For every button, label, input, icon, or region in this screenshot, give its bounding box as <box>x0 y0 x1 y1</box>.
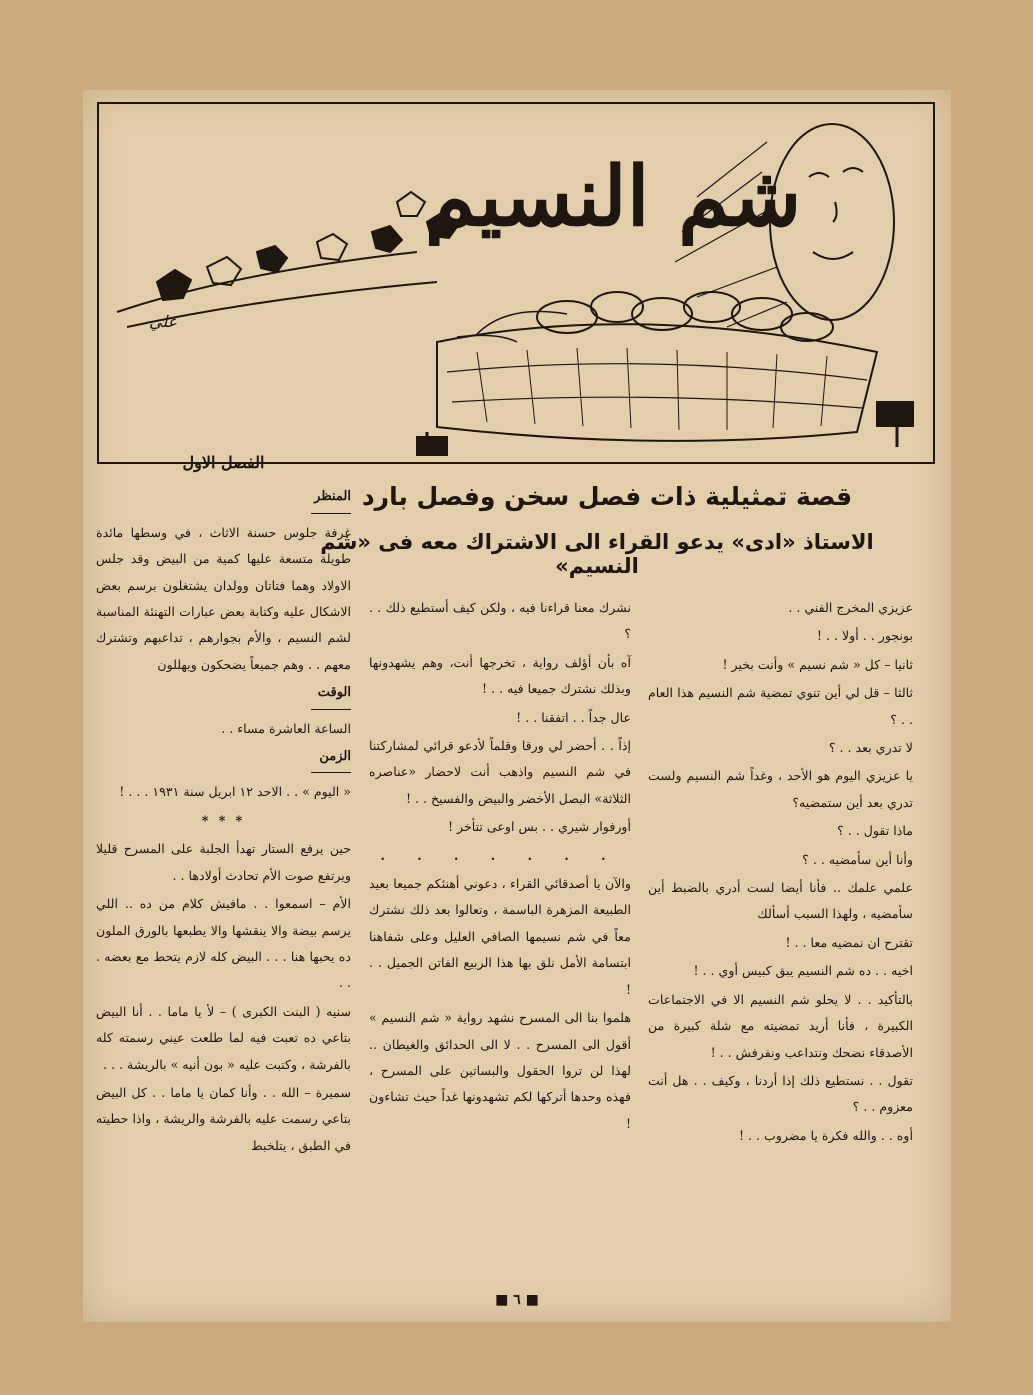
paragraph: عال جداً . . اتفقنا . . ! <box>516 709 631 725</box>
act-title: الفصل الاول <box>182 453 265 472</box>
paragraph: ماذا تقول . . ؟ <box>837 823 913 839</box>
dialogue-sania: سنيه ( البنت الكبرى ) – لأ يا ماما . . أنا البيض بتاعي ده تعبت فيه لما طلعت عيني رسمته كله بالفرشة ، وكتبت عليه « بون أنيه » بالريشة . . . <box>96 1003 351 1072</box>
paragraph: آه بأن أؤلف رواية ، تخرجها أنت، وهم يشهدونها وبذلك نشترك جميعا فيه . . ! <box>369 654 631 697</box>
paragraph: ثانيا – كل « شم نسيم » وأنت بخير ! <box>722 656 913 672</box>
paragraph: نشرك معنا قراءنا فيه ، ولكن كيف أستطيع ذلك . . ؟ <box>369 600 631 642</box>
paragraph: ثالثا – قل لي أين تنوي تمضية شم النسيم هذا العام . . ؟ <box>648 685 913 727</box>
stars-separator: * * * <box>201 812 246 828</box>
scene-text: غرفة جلوس حسنة الاثاث ، في وسطها مائدة طويلة متسعة عليها كمية من البيض وقد جلس الاولاد وهما فتاتان وولدان يشتغلون برسم بعض الاشكال عليه وكتابة بعض عبارات التهنئة المناسبة لشم النسيم ، والأم بجوارهم ، تداعبهم وتشترك معهم . . وهم جميعاً يضحكون ويهللون <box>96 524 351 672</box>
artist-signature: علي <box>149 312 178 331</box>
paragraph: بالتأكيد . . لا يحلو شم النسيم الا في الاجتماعات الكبيرة ، فأنا أريد تمضيته مع شلة كبيرة من الأصدقاء نضحك ونتداعب ونفرفش . . ! <box>648 991 913 1060</box>
paragraph: أورفوار شيري . . بس اوعى تتأخر ! <box>447 819 631 835</box>
time-label: الوقت <box>317 685 351 701</box>
food-basket-icon <box>417 292 913 455</box>
stage-text: حين يرفع الستار تهدأ الجلبة على المسرح قليلا ويرتفع صوت الأم تحادث أولادها . . <box>96 841 351 883</box>
column-right <box>648 595 913 1151</box>
subhead: الاستاذ «ادى» يدعو القراء الى الاشتراك معه فى «شم النسيم» <box>320 530 874 578</box>
green-onion-icon <box>117 192 459 327</box>
divider <box>311 772 351 773</box>
column-left <box>96 450 351 1161</box>
paragraph: تقول . . نستطيع ذلك إذا أردنا ، وكيف . . هل أنت معزوم . . ؟ <box>648 1072 913 1115</box>
headline: قصة تمثيلية ذات فصل سخن وفصل بارد <box>361 482 853 511</box>
title-calligraphy <box>424 120 802 290</box>
page-number <box>83 1292 951 1308</box>
paragraph: هلموا بنا الى المسرح نشهد رواية « شم النسيم » أقول الى المسرح . . لا الى الحدائق والغيطان .. لهذا لن تروا الحقول والبساتين على المسرح ، فهذه وحدها أتركها لكم تشهدونها غداً حيث تشاءون ! <box>369 1010 631 1131</box>
time-text: الساعة العاشرة مساء . . <box>221 720 351 736</box>
magazine-page <box>83 90 951 1322</box>
era-text: « اليوم » . . الاحد ١٢ ابريل سنة ١٩٣١ . . . ! <box>119 784 351 800</box>
page-number-mark-icon: ■ <box>495 1292 509 1308</box>
paragraph: والآن يا أصدقائي القراء ، دعوني أهنئكم جميعا بعيد الطبيعة المزهرة الباسمة ، وتعالوا بعد ذلك نشترك معاً في شم نسيمها الصافي العليل وعلى شفاهنا ابتسامة الأمل نلق بها هذا الربيع الفاتن الجميل . . ! <box>369 876 631 997</box>
paragraph: إذاً . . أحضر لي ورقا وقلماً لأدعو قرائي لمشاركتنا في شم النسيم واذهب أنت لاحضار «عناصره الثلاثة» البصل الأخضر والبيض والفسيخ . . ! <box>369 738 631 806</box>
dialogue-samira: سميرة – الله . . وأنا كمان يا ماما . . كل البيض بتاعي رسمت عليه بالفرشة والريشة ، واذا حطيته في الطبق ، يتلخبط <box>96 1084 351 1153</box>
page-number-mark-icon: ■ <box>525 1292 539 1308</box>
title-art-text: شم النسيم <box>424 149 802 245</box>
paragraph: لا تدري بعد . . ؟ <box>828 740 913 756</box>
paragraph: بونجور . . أولا . . ! <box>816 628 913 644</box>
era-label: الزمن <box>319 749 351 765</box>
paragraph: يا عزيزي اليوم هو الأحد ، وغداً شم النسيم ولست تدري بعد أين ستمضيه؟ <box>648 768 913 810</box>
paragraph: عزيزي المخرج الفني . . <box>788 600 913 615</box>
dots-separator: . . . . . . . <box>380 847 620 863</box>
paragraph: أوه . . والله فكرة يا مضروب . . ! <box>738 1127 913 1143</box>
paragraph: تقترح ان نمضيه معا . . ! <box>785 934 913 950</box>
paragraph: وأنا أين سأمضيه . . ؟ <box>802 851 913 867</box>
paragraph: علمي علمك .. فأنا أيضا لست أدري بالضبط أين سأمضيه ، ولهذا السبب أسألك <box>648 880 913 922</box>
dialogue-mother: الأم – اسمعوا . . مافيش كلام من ده .. اللي يرسم بيضة والا ينقشها والا يطبعها بالورق الملون ده يحبها هنا . . . البيض كله لازم يتحط مع بعضه . . . <box>96 896 351 991</box>
paragraph: اخيه . . ده شم النسيم يبق كبيس أوي . . ! <box>693 963 913 979</box>
column-middle <box>369 595 631 1139</box>
scene-label: المنظر <box>314 489 351 505</box>
page-number-value: ٦ <box>513 1292 521 1308</box>
divider <box>311 513 351 514</box>
divider <box>311 709 351 710</box>
